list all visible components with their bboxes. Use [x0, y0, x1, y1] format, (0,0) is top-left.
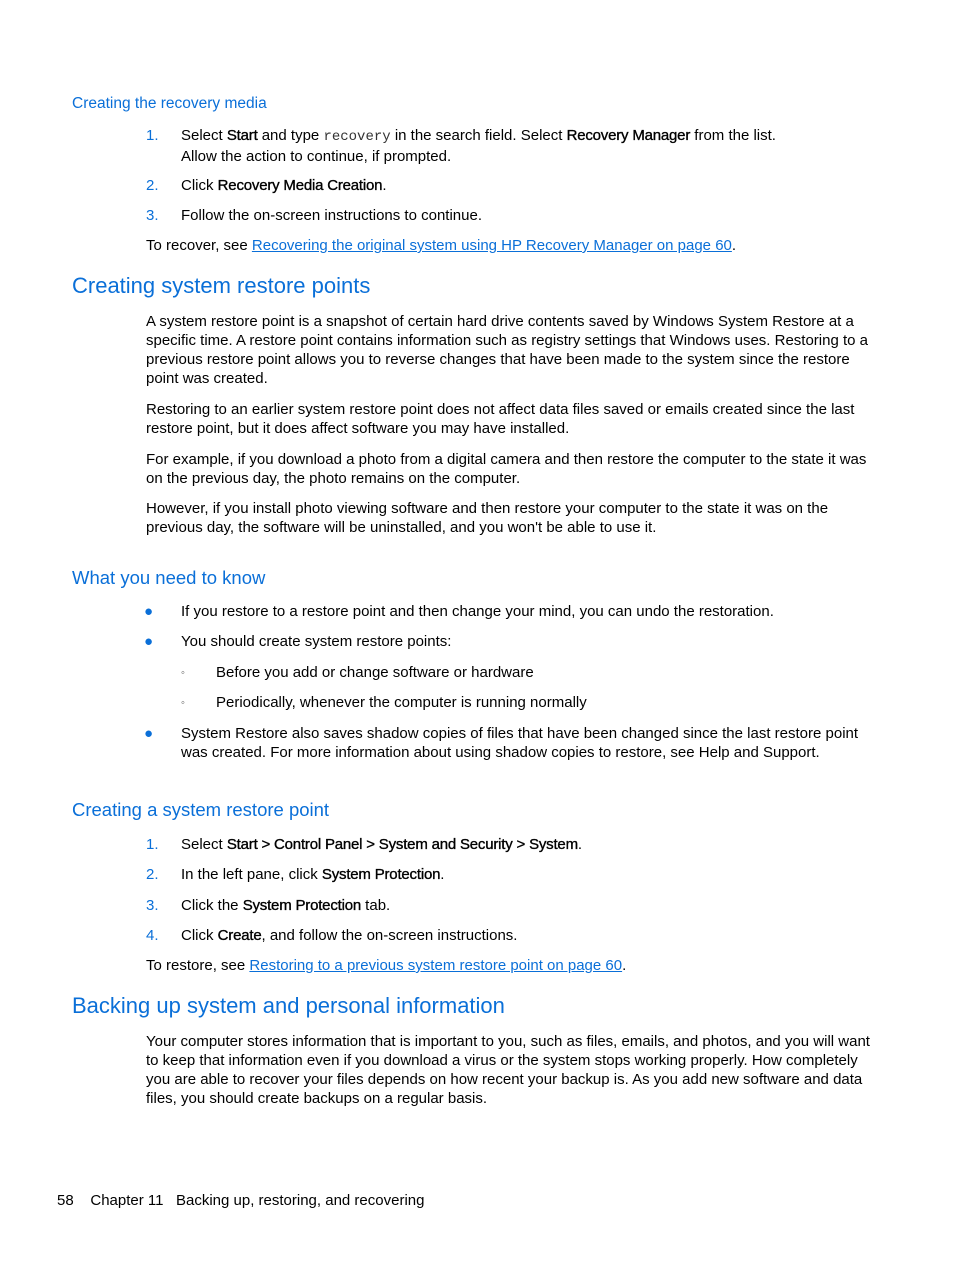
step-number: 1. — [146, 127, 159, 144]
paragraph: For example, if you download a photo from a digital camera and then restore the computer to the state it was on the previous day, the photo remains on the computer. — [146, 451, 867, 487]
step-text: Click the System Protection tab. — [181, 897, 391, 914]
step-text: Click Create, and follow the on-screen instructions. — [181, 927, 518, 944]
code-text: recovery — [323, 129, 391, 145]
section-heading-create-point: Creating a system restore point — [72, 799, 330, 820]
step-number: 3. — [146, 207, 159, 224]
step-number: 3. — [146, 897, 159, 914]
step-text: Follow the on-screen instructions to continue. — [181, 207, 482, 224]
restore-link[interactable]: Restoring to a previous system restore point on page 60 — [249, 957, 623, 974]
paragraph: However, if you install photo viewing software and then restore your computer to the state it was on the previous day, the software will be uninstalled, and you won't be able to use it. — [146, 500, 829, 536]
step-number: 2. — [146, 177, 159, 194]
paragraph: Restoring to an earlier system restore point does not affect data files saved or emails created since the last restore point, but it does affect software you may have installed. — [146, 401, 855, 437]
ui-label: Start > Control Panel > System and Security > System — [226, 836, 578, 853]
bullet-text: You should create system restore points: — [181, 633, 452, 650]
section-heading-restore-points: Creating system restore points — [72, 273, 371, 298]
footer-chapter: Chapter 11 — [90, 1192, 164, 1209]
recover-reference: To recover, see Recovering the original system using HP Recovery Manager on page 60. — [146, 237, 737, 254]
ui-label: Recovery Media Creation — [217, 177, 383, 194]
footer-chapter-title: Backing up, restoring, and recovering — [175, 1192, 425, 1209]
sub-bullet-icon: ◦ — [181, 667, 185, 679]
ui-label: System Protection — [242, 897, 362, 914]
ui-label: Create — [217, 927, 262, 944]
restore-reference: To restore, see Restoring to a previous system restore point on page 60. — [146, 957, 627, 974]
step-number: 4. — [146, 927, 159, 944]
page-footer — [57, 1191, 424, 1210]
step-text: Select Start > Control Panel > System and Security > System. — [181, 836, 583, 853]
bullet-text: If you restore to a restore point and then change your mind, you can undo the restoration. — [181, 603, 774, 620]
section-heading-need-to-know: What you need to know — [72, 567, 266, 588]
step-number: 1. — [146, 836, 159, 853]
section-heading-backup: Backing up system and personal information — [72, 993, 505, 1018]
step-text: In the left pane, click System Protection. — [181, 866, 445, 883]
ui-label: System Protection — [321, 866, 441, 883]
ui-label: Recovery Manager — [566, 127, 691, 144]
bullet-icon: ● — [144, 725, 154, 742]
page-number: 58 — [57, 1192, 74, 1209]
sub-bullet-icon: ◦ — [181, 697, 185, 709]
step-text: Click Recovery Media Creation. — [181, 177, 387, 194]
bullet-text: System Restore also saves shadow copies of files that have been changed since the last restore point was created. For more information about using shadow copies to restore, see Help and Support. — [181, 725, 859, 761]
step-number: 2. — [146, 866, 159, 883]
paragraph: Your computer stores information that is important to you, such as files, emails, and photos, and you will want to keep that information even if you download a virus or the system stops working properly. How completely you are able to recover your files depends on how recent your backup is. As you add new software and data files, you should create backups on a regular basis. — [146, 1033, 870, 1107]
subsection-heading-recovery-media: Creating the recovery media — [72, 95, 267, 112]
paragraph: A system restore point is a snapshot of certain hard drive contents saved by Windows System Restore at a specific time. A restore point contains information such as registry settings that Windows uses. Restoring to a previous restore point allows you to reverse changes that have been made to the system since the restore point was created. — [146, 313, 868, 387]
bullet-icon: ● — [144, 633, 154, 650]
step-text: Select Start and type recovery in the search field. Select Recovery Manager from the list. Allow the action to continue, if prompted. — [181, 127, 776, 165]
sub-bullet-text: Before you add or change software or hardware — [216, 664, 534, 681]
recover-link[interactable]: Recovering the original system using HP Recovery Manager on page 60 — [251, 237, 732, 254]
sub-bullet-text: Periodically, whenever the computer is running normally — [216, 694, 587, 711]
bullet-icon: ● — [144, 603, 154, 620]
ui-label: Start — [226, 127, 258, 144]
